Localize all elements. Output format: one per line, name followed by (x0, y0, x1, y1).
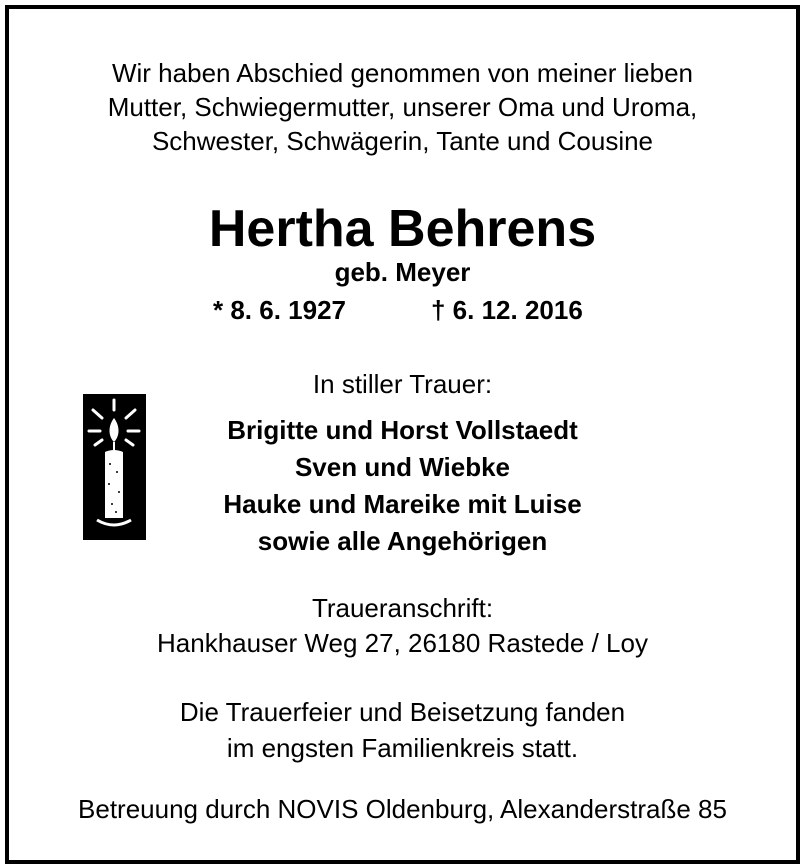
life-dates (9, 293, 796, 327)
birth-date: * 8. 6. 1927 (213, 295, 346, 325)
obituary-notice (5, 5, 800, 864)
address-line: Hankhauser Weg 27, 26180 Rastede / Loy (157, 628, 648, 658)
mourner-line: sowie alle Angehörigen (257, 526, 548, 556)
mourner-line: Brigitte und Horst Vollstaedt (227, 415, 578, 445)
intro-text (9, 56, 796, 158)
death-date: † 6. 12. 2016 (431, 295, 583, 325)
intro-line: Wir haben Abschied genommen von meiner lieben (111, 58, 693, 88)
funeral-care-line: Betreuung durch NOVIS Oldenburg, Alexanderstraße 85 (78, 794, 727, 824)
mourning-heading: In stiller Trauer: (312, 369, 493, 399)
intro-line: Mutter, Schwiegermutter, unserer Oma und Uroma, (107, 92, 698, 122)
mourner-line: Sven und Wiebke (294, 452, 511, 482)
address-heading: Traueranschrift: (311, 593, 494, 623)
mourners-list (9, 412, 796, 560)
deceased-name: Hertha Behrens (208, 200, 597, 258)
ceremony-text (9, 694, 796, 766)
mourner-line: Hauke und Mareike mit Luise (223, 489, 582, 519)
ceremony-line: Die Trauerfeier und Beisetzung fanden (179, 697, 626, 727)
maiden-name: geb. Meyer (334, 257, 471, 287)
ceremony-line: im engsten Familienkreis statt. (226, 733, 579, 763)
intro-line: Schwester, Schwägerin, Tante und Cousine (151, 126, 654, 156)
